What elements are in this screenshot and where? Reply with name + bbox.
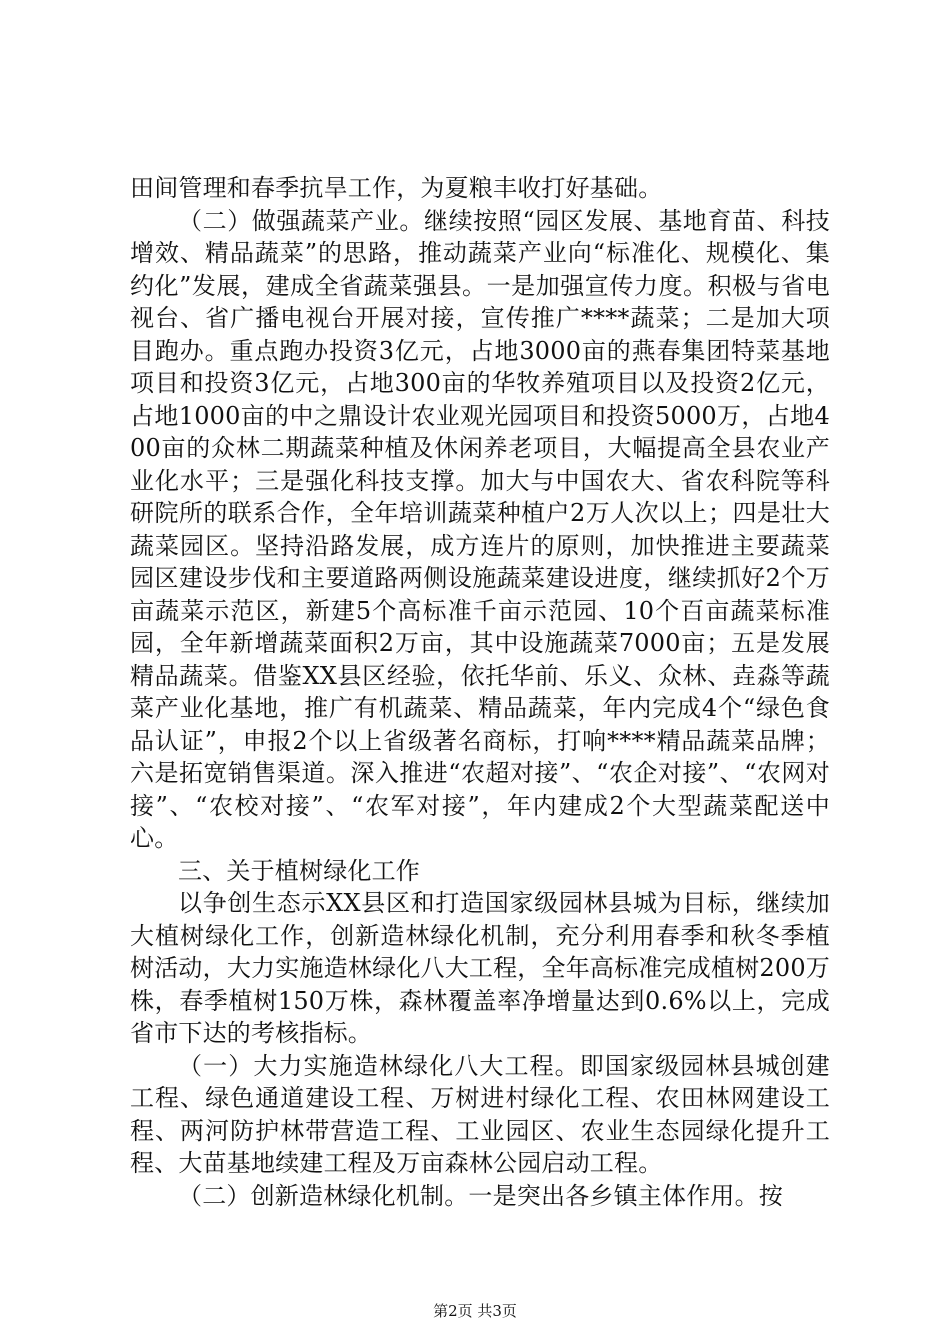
paragraph: （二）做强蔬菜产业。继续按照“园区发展、基地育苗、科技增效、精品蔬菜”的思路，推动蔬菜产业向“标准化、规模化、集约化”发展，建成全省蔬菜强县。一是加强宣传力度。积极与省电视台、省广播电视台开展对接，宣传推广****蔬菜；二是加大项目跑办。重点跑办投资3亿元，占地3000亩的燕春集团特菜基地项目和投资3亿元，占地300亩的华牧养殖项目以及投资2亿元，占地1000亩的中之鼎设计农业观光园项目和投资5000万，占地400亩的众林二期蔬菜种植及休闲养老项目，大幅提高全县农业产业化水平；三是强化科技支撑。加大与中国农大、省农科院等科研院所的联系合作，全年培训蔬菜种植户2万人次以上；四是壮大蔬菜园区。坚持沿路发展，成方连片的原则，加快推进主要蔬菜园区建设步伐和主要道路两侧设施蔬菜建设进度，继续抓好2个万亩蔬菜示范区，新建5个高标准千亩示范园、10个百亩蔬菜标准园，全年新增蔬菜面积2万亩，其中设施蔬菜7000亩；五是发展精品蔬菜。借鉴XX县区经验，依托华前、乐义、众林、垚淼等蔬菜产业化基地，推广有机蔬菜、精品蔬菜，年内完成4个“绿色食品认证”，申报2个以上省级著名商标，打响****精品蔬菜品牌；六是拓宽销售渠道。深入推进“农超对接”、“农企对接”、“农网对接”、“农校对接”、“农军对接”，年内建成2个大型蔬菜配送中心。 <box>130 206 830 852</box>
section-heading: 三、关于植树绿化工作 <box>178 856 420 885</box>
paragraph: （二）创新造林绿化机制。一是突出各乡镇主体作用。按 <box>178 1181 783 1210</box>
page-number-footer: 第2页 共3页 <box>433 1302 517 1320</box>
paragraph: 田间管理和春季抗旱工作，为夏粮丰收打好基础。 <box>130 174 663 202</box>
document-body <box>130 172 830 1212</box>
paragraph: （一）大力实施造林绿化八大工程。即国家级园林县城创建工程、绿色通道建设工程、万树进村绿化工程、农田林网建设工程、两河防护林带营造工程、工业园区、农业生态园绿化提升工程、大苗基地续建工程及万亩森林公园启动工程。 <box>130 1051 830 1177</box>
paragraph: 以争创生态示XX县区和打造国家级园林县城为目标，继续加大植树绿化工作，创新造林绿化机制，充分利用春季和秋冬季植树活动，大力实施造林绿化八大工程，全年高标准完成植树200万株，春季植树150万株，森林覆盖率净增量达到0.6%以上，完成省市下达的考核指标。 <box>130 889 830 1047</box>
